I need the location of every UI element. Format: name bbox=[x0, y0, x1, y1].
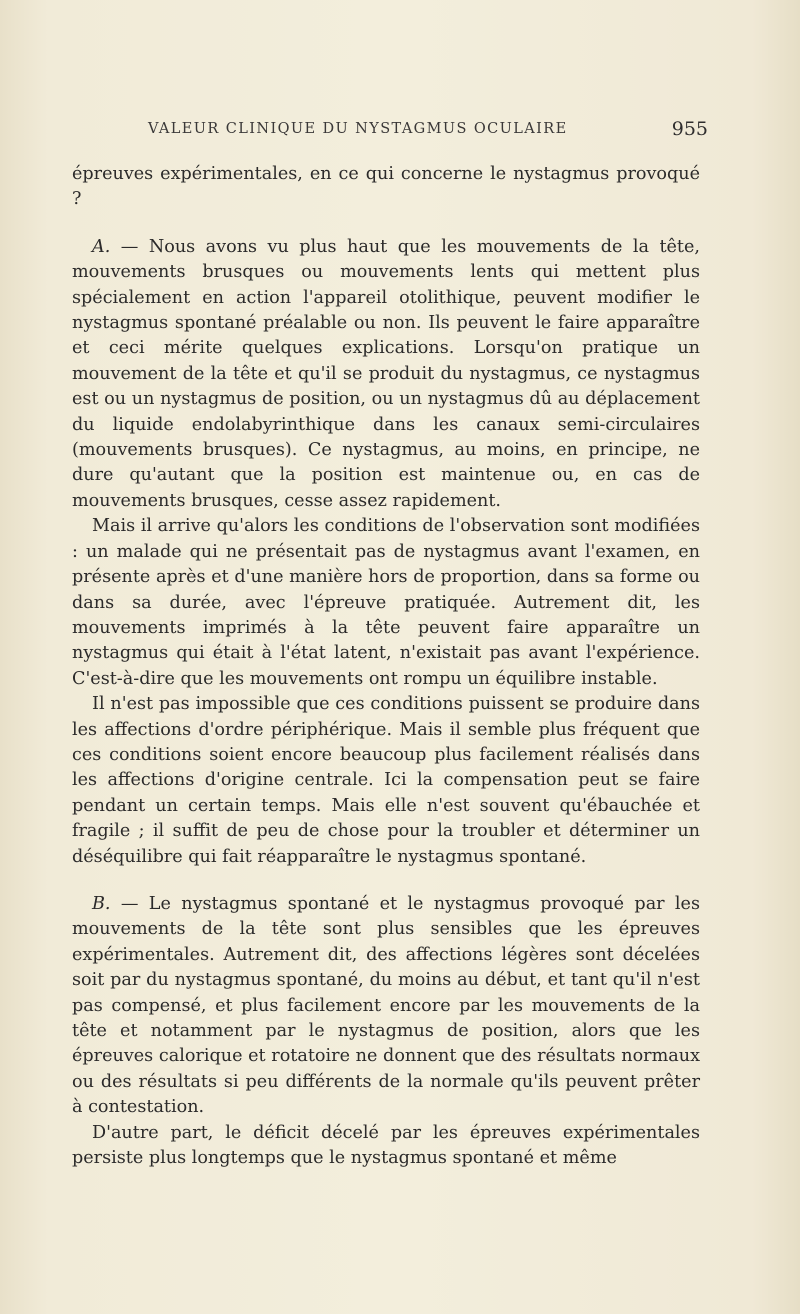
paragraph-section-a bbox=[72, 235, 700, 514]
paragraph-continuation bbox=[72, 162, 700, 213]
paragraph bbox=[72, 1121, 700, 1172]
paragraph-text: — Le nystagmus spontané et le nystagmus provoqué par les mouvements de la tête sont plus sensibles que les épreuves expérimentales. Autrement dit, des affections légères sont décelées soit par du nystagmus spontané, du moins au début, et tant qu'il n'est pas compensé, et plus facilement encore par les mouvements de la tête et notamment par le nystagmus de position, alors que les épreuves calorique et rotatoire ne donnent que des résultats normaux ou des résultats si peu différents de la normale qu'ils peuvent prêter à contestation. bbox=[72, 893, 700, 1118]
section-label-a: A. bbox=[92, 236, 111, 257]
paragraph-text: épreuves expérimentales, en ce qui concerne le nystagmus provoqué ? bbox=[72, 164, 700, 210]
page-number: 955 bbox=[671, 118, 708, 140]
running-title: VALEUR CLINIQUE DU NYSTAGMUS OCULAIRE bbox=[148, 121, 568, 137]
paragraph-text: Mais il arrive qu'alors les conditions de l'observation sont modifiées : un malade qui ne présentait pas de nystagmus avant l'examen, en présente après et d'une manière hors de proportion, dans sa forme ou dans sa durée, avec l'épreuve pratiquée. Autrement dit, les mouvements imprimés à la tête peuvent faire apparaître un nystagmus qui était à l'état latent, n'existait pas avant l'expérience. C'est-à-dire que les mouvements ont rompu un équilibre instable. bbox=[72, 516, 700, 689]
paragraph-text: Il n'est pas impossible que ces conditions puissent se produire dans les affections d'ordre périphérique. Mais il semble plus fréquent que ces conditions soient encore beaucoup plus facilement réalisés dans les affections d'origine centrale. Ici la compensation peut se faire pendant un certain temps. Mais elle n'est souvent qu'ébauchée et fragile ; il suffit de peu de chose pour la troubler et déterminer un déséquilibre qui fait réapparaître le nystagmus spontané. bbox=[72, 694, 700, 867]
page-header bbox=[148, 118, 708, 144]
section-label-b: B. bbox=[92, 893, 111, 914]
paragraph-text: — Nous avons vu plus haut que les mouvements de la tête, mouvements brusques ou mouvements lents qui mettent plus spécialement en action l'appareil otolithique, peuvent modifier le nystagmus spontané préalable ou non. Ils peuvent le faire apparaître et ceci mérite quelques explications. Lorsqu'on pratique un mouvement de la tête et qu'il se produit du nystagmus, ce nystagmus est ou un nystagmus de position, ou un nystagmus dû au déplacement du liquide endolabyrinthique dans les canaux semi-circulaires (mouvements brusques). Ce nystagmus, au moins, en principe, ne dure qu'autant que la position est maintenue ou, en cas de mouvements brusques, cesse assez rapidement. bbox=[72, 236, 700, 511]
paragraph-section-b bbox=[72, 892, 700, 1121]
paragraph-text: D'autre part, le déficit décelé par les épreuves expérimentales persiste plus longtemps que le nystagmus spontané et même bbox=[72, 1122, 700, 1169]
paragraph bbox=[72, 692, 700, 870]
paragraph bbox=[72, 514, 700, 692]
body-text bbox=[72, 162, 700, 1171]
